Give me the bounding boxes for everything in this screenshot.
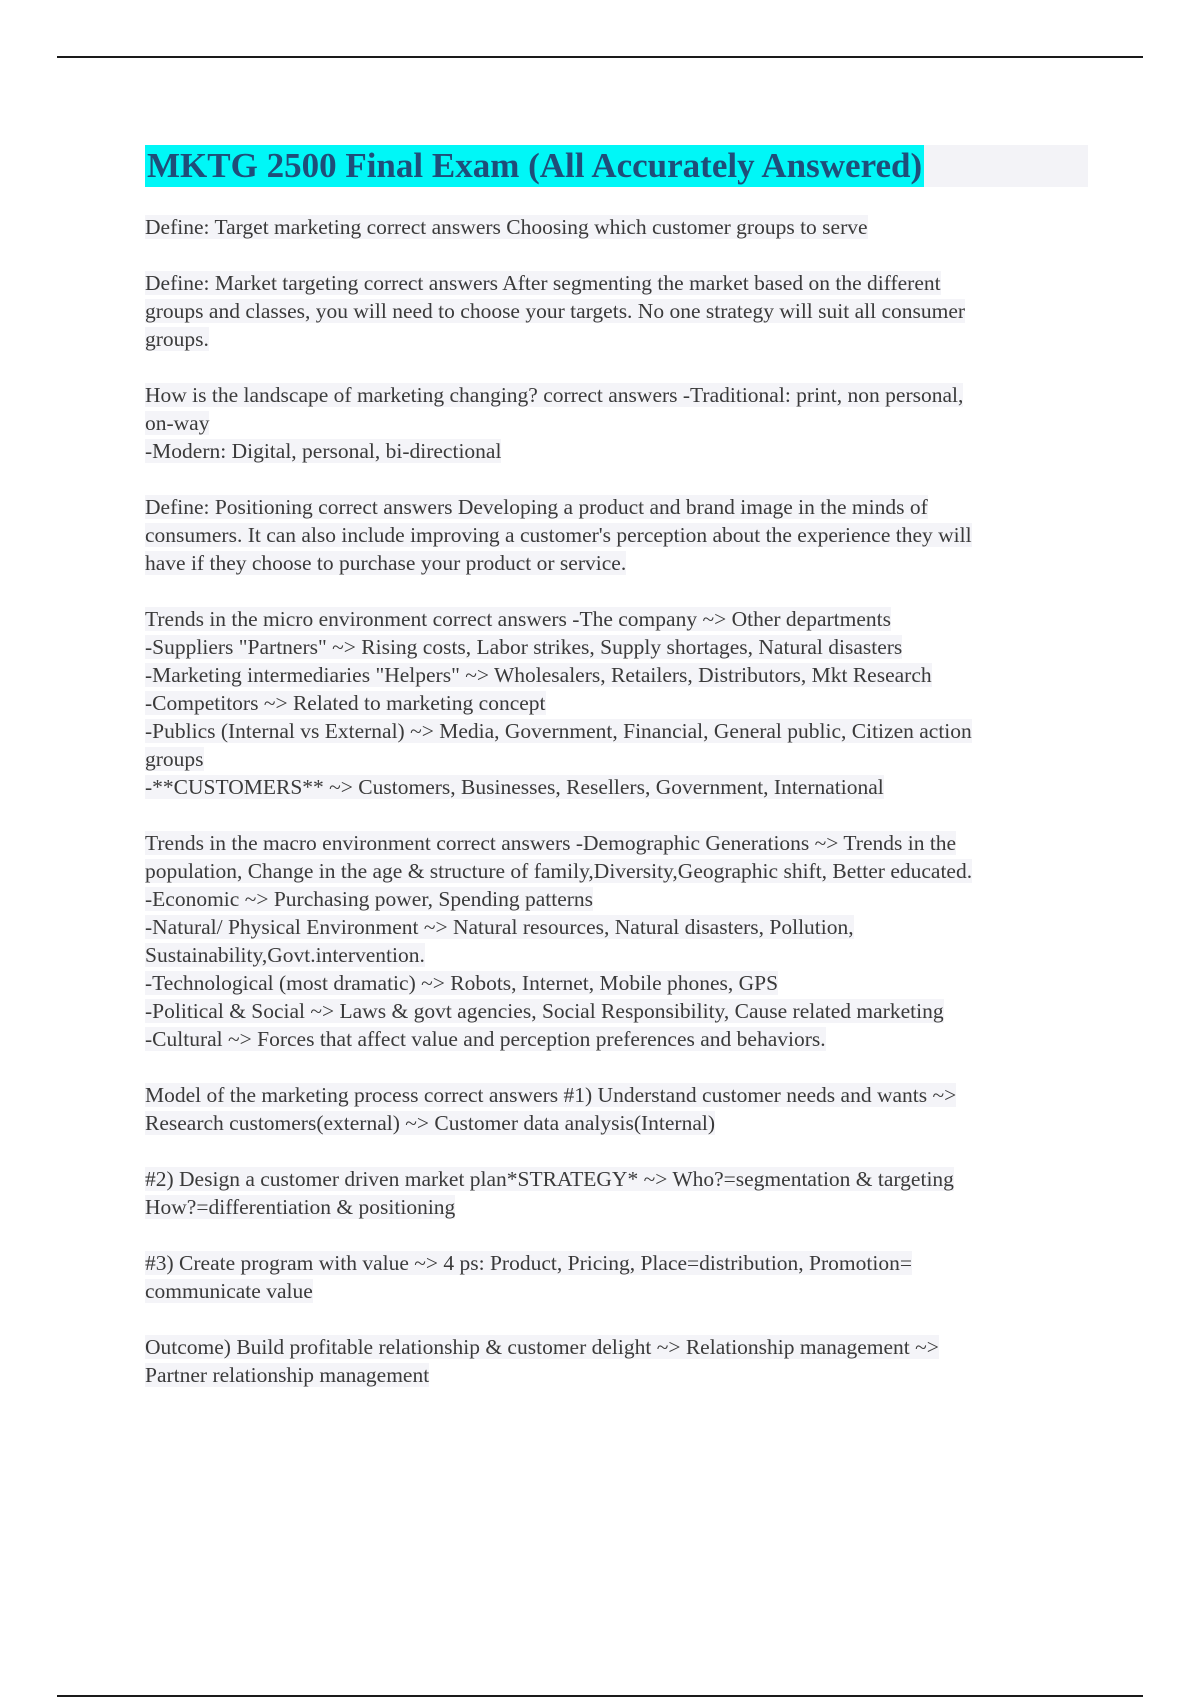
qa-line-text: Trends in the micro environment correct answers -The company ~> Other departments (145, 607, 891, 631)
qa-line (145, 549, 1090, 577)
qa-line-text: have if they choose to purchase your product or service. (145, 551, 627, 575)
qa-line-text: -**CUSTOMERS** ~> Customers, Businesses, Resellers, Government, International (145, 775, 884, 799)
qa-line-text: Research customers(external) ~> Customer data analysis(Internal) (145, 1111, 716, 1135)
document-body (145, 145, 1090, 1417)
qa-line-text: -Marketing intermediaries "Helpers" ~> Wholesalers, Retailers, Distributors, Mkt Research (145, 663, 932, 687)
qa-line-text: consumers. It can also include improving a customer's perception about the experience they will (145, 523, 972, 547)
qa-line-text: communicate value (145, 1279, 313, 1303)
qa-line (145, 1193, 1090, 1221)
qa-line (145, 969, 1090, 997)
qa-line-text: #3) Create program with value ~> 4 ps: Product, Pricing, Place=distribution, Promotion= (145, 1251, 912, 1275)
qa-line-text: groups. (145, 327, 209, 351)
qa-line (145, 1109, 1090, 1137)
qa-entry (145, 381, 1090, 465)
qa-entry (145, 493, 1090, 577)
qa-line (145, 521, 1090, 549)
qa-entry (145, 829, 1090, 1053)
qa-line (145, 325, 1090, 353)
qa-line (145, 1081, 1090, 1109)
qa-line (145, 1249, 1090, 1277)
qa-line (145, 773, 1090, 801)
qa-line-text: Outcome) Build profitable relationship & customer delight ~> Relationship management ~> (145, 1335, 939, 1359)
qa-line (145, 857, 1090, 885)
qa-entry (145, 269, 1090, 353)
qa-line (145, 1277, 1090, 1305)
qa-line-text: Trends in the macro environment correct answers -Demographic Generations ~> Trends in the (145, 831, 957, 855)
qa-line-text: Sustainability,Govt.intervention. (145, 943, 425, 967)
qa-line (145, 941, 1090, 969)
qa-line-text: on-way (145, 411, 210, 435)
qa-line-text: -Competitors ~> Related to marketing concept (145, 691, 546, 715)
qa-line (145, 437, 1090, 465)
qa-line-text: Partner relationship management (145, 1363, 430, 1387)
qa-line-text: Define: Target marketing correct answers Choosing which customer groups to serve (145, 215, 868, 239)
qa-line-text: -Cultural ~> Forces that affect value and perception preferences and behaviors. (145, 1027, 826, 1051)
qa-entry (145, 1081, 1090, 1137)
qa-line-text: -Natural/ Physical Environment ~> Natural resources, Natural disasters, Pollution, (145, 915, 854, 939)
qa-entry (145, 1165, 1090, 1221)
qa-line-text: population, Change in the age & structure of family,Diversity,Geographic shift, Better educated. (145, 859, 973, 883)
qa-line (145, 1165, 1090, 1193)
qa-line-text: Define: Market targeting correct answers After segmenting the market based on the different (145, 271, 941, 295)
qa-line-text: -Modern: Digital, personal, bi-directional (145, 439, 502, 463)
qa-line (145, 605, 1090, 633)
qa-line (145, 689, 1090, 717)
qa-line-text: -Suppliers "Partners" ~> Rising costs, Labor strikes, Supply shortages, Natural disasters (145, 635, 903, 659)
qa-entry (145, 1249, 1090, 1305)
qa-line-text: -Political & Social ~> Laws & govt agencies, Social Responsibility, Cause related marketing (145, 999, 944, 1023)
qa-line (145, 997, 1090, 1025)
document-title: MKTG 2500 Final Exam (All Accurately Answered) (147, 146, 923, 185)
qa-line-text: Model of the marketing process correct answers #1) Understand customer needs and wants ~> (145, 1083, 957, 1107)
qa-line (145, 661, 1090, 689)
qa-line (145, 745, 1090, 773)
title-bar (145, 145, 1088, 187)
qa-entry (145, 213, 1090, 241)
qa-line-text: groups (145, 747, 204, 771)
qa-entry (145, 1333, 1090, 1389)
qa-line-text: -Technological (most dramatic) ~> Robots, Internet, Mobile phones, GPS (145, 971, 779, 995)
qa-line (145, 1361, 1090, 1389)
qa-line-text: groups and classes, you will need to choose your targets. No one strategy will suit all consumer (145, 299, 966, 323)
bottom-rule (57, 1695, 1143, 1697)
qa-line-text: Define: Positioning correct answers Developing a product and brand image in the minds of (145, 495, 928, 519)
qa-line (145, 1333, 1090, 1361)
qa-line (145, 409, 1090, 437)
qa-line-text: #2) Design a customer driven market plan*STRATEGY* ~> Who?=segmentation & targeting (145, 1167, 954, 1191)
qa-line-text: -Economic ~> Purchasing power, Spending patterns (145, 887, 594, 911)
qa-line (145, 381, 1090, 409)
qa-line (145, 213, 1090, 241)
qa-entry (145, 605, 1090, 801)
qa-line (145, 297, 1090, 325)
top-rule (57, 56, 1143, 58)
qa-line (145, 633, 1090, 661)
qa-line-text: How?=differentiation & positioning (145, 1195, 456, 1219)
qa-line (145, 829, 1090, 857)
qa-line (145, 269, 1090, 297)
qa-line (145, 1025, 1090, 1053)
qa-line (145, 493, 1090, 521)
qa-line-text: How is the landscape of marketing changing? correct answers -Traditional: print, non personal, (145, 383, 964, 407)
qa-line (145, 717, 1090, 745)
qa-list (145, 213, 1090, 1389)
qa-line (145, 913, 1090, 941)
qa-line (145, 885, 1090, 913)
qa-line-text: -Publics (Internal vs External) ~> Media, Government, Financial, General public, Citizen action (145, 719, 972, 743)
